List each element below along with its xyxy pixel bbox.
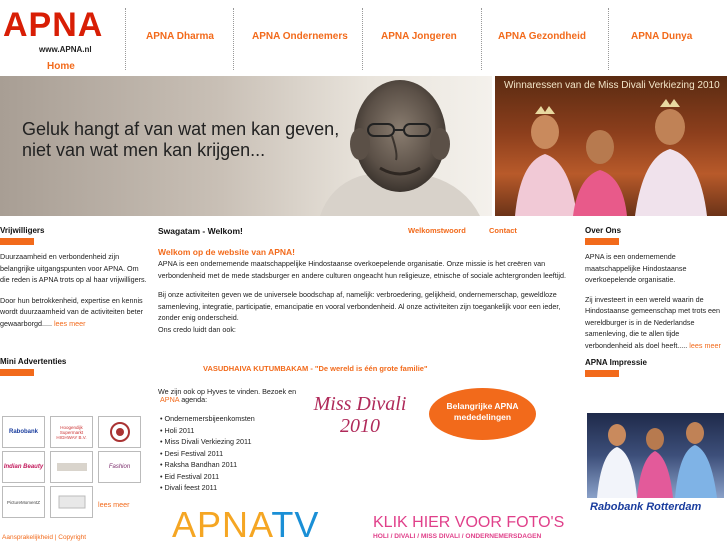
impressie-title: APNA Impressie xyxy=(585,358,647,367)
apnatv-banner[interactable] xyxy=(172,506,319,544)
ad-rabobank[interactable]: Rabobank xyxy=(2,416,45,448)
vrijwilligers-title: Vrijwilligers xyxy=(0,226,45,235)
section-accent-bar xyxy=(585,370,619,377)
apnatv-tv-text: TV xyxy=(271,504,320,545)
nav-divider xyxy=(362,8,363,70)
center-column xyxy=(158,226,578,335)
mededelingen-line-1: Belangrijke APNA xyxy=(446,401,519,411)
vrijwilligers-text-2-body: Door hun betrokkenheid, expertise en kennis wordt duurzaamheid van de activiteiten beter gewaarborgd..... xyxy=(0,295,144,328)
nav-apna-ondernemers[interactable]: APNA Ondernemers xyxy=(252,31,348,42)
ad-fashion[interactable]: Fashion xyxy=(98,451,141,483)
nav-divider xyxy=(125,8,126,70)
impressie-photo[interactable] xyxy=(587,413,724,498)
logo-text: APNA xyxy=(3,6,104,44)
mededelingen-line-2: mededelingen xyxy=(453,412,512,422)
impressie-section xyxy=(585,358,727,377)
nav-apna-jongeren[interactable]: APNA Jongeren xyxy=(381,31,457,42)
mededelingen-button[interactable] xyxy=(429,388,536,440)
credo-text: VASUDHAIVA KUTUMBAKAM - "De wereld is één grote familie" xyxy=(203,364,428,373)
mini-ads-title: Mini Advertenties xyxy=(0,357,67,366)
activities-paragraph: Bij onze activiteiten geven we de universele boodschap af, namelijk: verbroedering, gelijkheid, ondernemerschap, geweldloze samenleving, integratie, participatie, emancipatie en vooral verbondenheid. Al onze activiteiten zijn toegankelijk voor een ieder, zonder enig onderscheid. xyxy=(158,290,561,322)
ad-crest[interactable] xyxy=(98,416,141,448)
impressie-image xyxy=(587,413,724,498)
agenda-item[interactable]: • Eid Festival 2011 xyxy=(160,471,220,481)
agenda-item[interactable]: • Raksha Bandhan 2011 xyxy=(160,460,238,469)
nav-home[interactable]: Home xyxy=(47,61,75,72)
welcome-title: Swagatam - Welkom! xyxy=(158,226,243,236)
nav-divider xyxy=(233,8,234,70)
fotos-link-subtitle[interactable]: HOLI / DIVALI / MISS DIVALI / ONDERNEMERSDAGEN xyxy=(373,533,542,540)
hyves-text: We zijn ook op Hyves te vinden. Bezoek en xyxy=(158,387,297,396)
miss-divali-2010-logo[interactable] xyxy=(305,393,415,443)
vrijwilligers-text-1: Duurzaamheid en verbondenheid zijn belangrijke uitgangspunten voor APNA. Om die reden is APNA trots op al haar vrijwilligers. xyxy=(0,252,147,284)
fotos-link-title[interactable]: KLIK HIER VOOR FOTO'S xyxy=(373,514,565,531)
section-accent-bar xyxy=(585,238,619,245)
right-column xyxy=(585,226,727,351)
vrijwilligers-text-2 xyxy=(0,295,148,330)
apna-agenda-link[interactable]: APNA xyxy=(160,395,180,404)
rabobank-rotterdam-banner[interactable]: Rabobank Rotterdam xyxy=(590,501,702,513)
over-ons-text-2-body: Zij investeert in een wereld waarin de Hindostaanse gemeenschap met trots een wereldburger is in de Nederlandse samenleving, die te allen tijde verbondenheid als doel heeft..... xyxy=(585,294,721,350)
over-ons-text-1: APNA is een ondernemende maatschappelijke Hindostaanse overkoepelende organisatie. xyxy=(585,252,687,284)
banner-quote xyxy=(22,119,339,161)
over-ons-lees-meer-link[interactable]: lees meer xyxy=(689,340,721,350)
credo-intro: Ons credo luidt dan ook: xyxy=(158,324,236,334)
agenda-label: agenda: xyxy=(181,395,208,404)
intro-paragraph: APNA is een ondernemende maatschappelijke Hindostaanse overkoepelende organisatie. Onze missie is het creëren van verbondenheid met de mede stadsburger en andere culturen ongeacht hun religieuze, etnische of sociale achtergronden leeftijd. xyxy=(158,259,566,280)
tab-welkomstwoord[interactable]: Welkomstwoord xyxy=(408,226,466,235)
nav-divider xyxy=(608,8,609,70)
miss-divali-winners-photo[interactable] xyxy=(495,76,727,216)
welcome-subtitle: Welkom op de website van APNA! xyxy=(158,247,295,257)
apnatv-apna-text: APNA xyxy=(172,504,272,545)
header xyxy=(0,0,727,76)
quote-line-1: Geluk hangt af van wat men kan geven, xyxy=(22,119,340,139)
section-accent-bar xyxy=(0,238,34,245)
ad-picturemomentz[interactable]: PictureMomentZ xyxy=(2,486,45,518)
over-ons-title: Over Ons xyxy=(585,226,622,235)
banner xyxy=(0,76,727,216)
ads-lees-meer-link[interactable]: lees meer xyxy=(98,500,130,509)
over-ons-text-2 xyxy=(585,294,727,352)
nav-apna-gezondheid[interactable]: APNA Gezondheid xyxy=(498,31,586,42)
footer-links[interactable]: Aansprakelijkheid | Copyright xyxy=(2,534,87,541)
agenda-item[interactable]: • Holi 2011 xyxy=(160,425,195,435)
apna-logo[interactable] xyxy=(3,8,121,56)
section-accent-bar xyxy=(0,369,34,376)
ad-hoogendijk[interactable]: Hoogendijk Supermarkt HIGHWAY B.V. xyxy=(50,416,93,448)
left-column xyxy=(0,226,148,329)
agenda-item[interactable]: • Miss Divali Verkiezing 2011 xyxy=(160,437,252,446)
ad-3[interactable] xyxy=(50,486,93,518)
tab-contact[interactable]: Contact xyxy=(489,226,517,235)
agenda-list xyxy=(160,413,255,494)
agenda-heading xyxy=(160,394,207,406)
agenda-item[interactable]: • Ondernemersbijeenkomsten xyxy=(160,414,255,423)
nav-apna-dharma[interactable]: APNA Dharma xyxy=(146,31,214,42)
miss-divali-photo-title: Winnaressen van de Miss Divali Verkiezing 2010 xyxy=(504,80,720,91)
gandhi-portrait-image xyxy=(300,76,492,216)
nav-divider xyxy=(481,8,482,70)
mini-ads-section xyxy=(0,357,148,376)
quote-banner xyxy=(0,76,492,216)
agenda-item[interactable]: • Desi Festival 2011 xyxy=(160,448,224,458)
agenda-item[interactable]: • Divali feest 2011 xyxy=(160,483,218,492)
quote-line-2: niet van wat men kan krijgen... xyxy=(22,140,266,160)
vrijwilligers-lees-meer-link[interactable]: lees meer xyxy=(53,318,86,328)
logo-url: www.APNA.nl xyxy=(39,45,92,54)
winners-group-image xyxy=(495,92,727,216)
ad-2[interactable] xyxy=(50,451,93,483)
miss-divali-logo-text: Miss Divali xyxy=(313,393,407,415)
miss-divali-logo-year: 2010 xyxy=(340,415,380,437)
ad-indian-beauty[interactable]: Indian Beauty xyxy=(2,451,45,483)
nav-apna-dunya[interactable]: APNA Dunya xyxy=(631,31,693,42)
